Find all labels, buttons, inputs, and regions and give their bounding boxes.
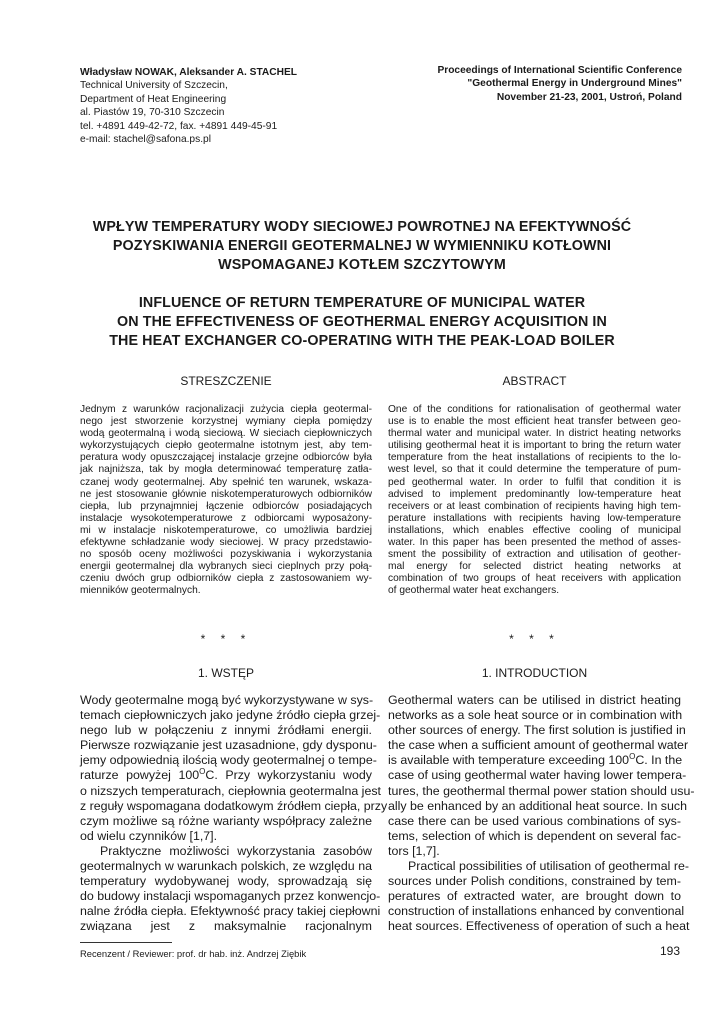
text-line: sources under Polish conditions, constrained by tem-	[388, 874, 681, 889]
text-line: the case when a sufficient amount of geothermal water	[388, 738, 689, 753]
separator-stars-right: * * *	[509, 632, 560, 646]
degree-superscript: O	[629, 752, 636, 762]
separator-stars-left: * * *	[200, 632, 252, 646]
text-line: case there can be used various combinations of sys-	[388, 813, 681, 828]
title-line: WPŁYW TEMPERATURY WODY SIECIOWEJ POWROTNEJ NA EFEKTYWNOŚĆ	[92, 219, 632, 235]
text-line: Practical possibilities of utilisation of geothermal re-	[408, 859, 689, 874]
text-line: instalacje wysokotemperaturowe z odbiorcami wyposażony-	[80, 512, 372, 524]
author-block	[80, 66, 380, 146]
text-line: ped geothermal water. In order to fulfil that condition it is	[388, 476, 681, 488]
text-line: nego jest stworzenie korzystnej wymiany ciepła pomiędzy	[80, 416, 372, 428]
streszczenie-heading: STRESZCZENIE	[180, 374, 272, 388]
text-line: temperature from the heat installations of recipients to the lo-	[388, 452, 681, 464]
streszczenie-text	[80, 404, 372, 598]
text-line: czym możliwe są różne warianty współpracy zależne	[80, 813, 372, 828]
introduction-text	[388, 693, 695, 935]
proceedings-line: November 21-23, 2001, Ustroń, Poland	[496, 91, 682, 103]
introduction-heading: 1. INTRODUCTION	[481, 666, 588, 680]
page-number: 193	[660, 944, 681, 958]
affiliation-line: Technical University of Szczecin,	[80, 80, 228, 92]
text-line: tors [1,7].	[388, 843, 440, 858]
abstract-heading: ABSTRACT	[502, 374, 567, 388]
text-line: wodą geotermalną i wodą sieciową. W sieciach ciepłowniczych	[80, 428, 372, 440]
text-line: west level, so that it could determine the temperature of pum-	[388, 464, 681, 476]
wstep-text	[80, 693, 388, 935]
affiliation-line: tel. +4891 449-42-72, fax. +4891 449-45-91	[80, 120, 278, 132]
text-line: of geothermal water heat exchangers.	[388, 585, 560, 597]
title-line: THE HEAT EXCHANGER CO-OPERATING WITH THE PEAK-LOAD BOILER	[109, 333, 615, 349]
text-line: receivers or at least combination of recipients having high tem-	[388, 500, 681, 512]
text-line: jemy odpowiednią ilością wody geotermalnej o tempe-	[80, 753, 377, 768]
text-line: geotermalnych w warunkach polskich, ze względu na	[80, 859, 372, 874]
text-line: z reguły wspomagana dodatkowym źródłem ciepła, przy	[80, 798, 388, 813]
text-line: thermal water and municipal water. In district heating networks	[388, 428, 681, 440]
text-line: jak najniższa, tak by mogła determinować temperaturę zatła-	[80, 464, 372, 476]
text-line: czanej wody geotermalnej. Aby spełnić ten warunek, wskaza-	[80, 476, 372, 488]
text-line	[80, 768, 372, 783]
text-line: One of the conditions for rationalisation of geothermal water	[388, 404, 681, 415]
proceedings-line: Proceedings of International Scientific Conference	[437, 65, 682, 76]
text-line: nalne źródła ciepła. Efektywność pracy takiej ciepłowni	[80, 904, 381, 919]
text-line: ne jest stosowanie głównie niskotemperaturowych odbiorników	[80, 488, 372, 500]
text-line: sment the possibility of extraction and utilisation of geother-	[388, 549, 681, 561]
title-line: POZYSKIWANIA ENERGII GEOTERMALNEJ W WYMIENNIKU KOTŁOWNI	[112, 238, 612, 254]
text-line: nego lub w połączeniu z innymi źródłami energii.	[80, 723, 372, 738]
text-fragment: C. Przy wykorzystaniu wody	[205, 768, 372, 783]
text-line: utilising geothermal heat it is important to bring the return water	[388, 440, 681, 452]
text-line: temperatury wydobywanej wody, sprowadzają się	[80, 874, 372, 889]
text-line: Praktyczne możliwości wykorzystania zasobów	[100, 843, 372, 858]
text-line: no sposób oceny możliwości pozyskiwania i wykorzystania	[80, 549, 372, 561]
affiliation-line: e-mail: stachel@safona.ps.pl	[80, 134, 211, 146]
text-line: combination of two groups of heat receivers with application	[388, 573, 681, 585]
text-line: installations, which enables effective cooling of municipal	[388, 524, 681, 536]
text-line: use is to enable the most efficient heat transfer between geo-	[388, 416, 681, 428]
text-line: other sources of energy. The first solution is justified in	[388, 723, 686, 738]
text-line	[388, 753, 681, 768]
text-fragment: C. In the	[635, 753, 683, 768]
title-line: INFLUENCE OF RETURN TEMPERATURE OF MUNICIPAL WATER	[138, 295, 586, 311]
title-polish	[40, 218, 684, 275]
footnote-rule	[80, 942, 172, 943]
text-line: networks as a sole heat source or in combination with	[388, 708, 683, 723]
text-line: od wielu czynników [1,7].	[80, 828, 218, 843]
affiliation-line: al. Piastów 19, 70-310 Szczecin	[80, 107, 225, 119]
text-line: ally be enhanced by an additional heat source. In such	[388, 798, 687, 813]
text-line: heat sources. Effectiveness of operation of such a heat	[388, 919, 690, 934]
text-line: efektywne schładzanie wody sieciowej. W pracy przedstawio-	[80, 537, 372, 549]
text-line: do budowy instalacji wspomaganych przez konwencjo-	[80, 889, 381, 904]
text-line: wykorzystujących ciepło geotermalne istotnym jest, aby tem-	[80, 440, 372, 452]
proceedings-line: "Geothermal Energy in Underground Mines"	[467, 78, 682, 90]
title-english	[40, 294, 684, 351]
text-line: advised to implement predominantly low-temperature heat	[388, 488, 681, 500]
text-line: mal energy for selected district heating networks at	[388, 561, 681, 573]
title-line: WSPOMAGANEJ KOTŁEM SZCZYTOWYM	[218, 257, 506, 273]
text-line: peratures of extracted water, are brought down to	[388, 889, 681, 904]
text-line: perature installations with recipients having low-temperature	[388, 512, 681, 524]
text-line: construction of installations enhanced by conventional	[388, 904, 685, 919]
text-line: water. In this paper has been presented the method of asses-	[388, 537, 681, 549]
text-line: mi w instalacje niskotemperaturowe, co umożliwia bardziej	[80, 524, 372, 536]
text-line: tures, the geothermal thermal power station should usu-	[388, 783, 695, 798]
degree-superscript: O	[199, 767, 206, 777]
text-line: temach ciepłowniczych jako jedyne źródło ciepła grzej-	[80, 708, 381, 723]
wstep-heading: 1. WSTĘP	[197, 666, 254, 680]
text-line: o nizszych temperaturach, ciepłownia geotermalna jest	[80, 783, 381, 798]
author-names: Władysław NOWAK, Aleksander A. STACHEL	[80, 67, 297, 78]
text-line: Jednym z warunków racjonalizacji zużycia ciepła geotermal-	[80, 404, 372, 415]
reviewer-footnote: Recenzent / Reviewer: prof. dr hab. inż. Andrzej Ziębik	[80, 948, 307, 959]
text-fragment: raturze powyżej 100	[80, 768, 200, 783]
text-line: mienników geotermalnych.	[80, 585, 201, 597]
text-fragment: is available with temperature exceeding 100	[388, 753, 630, 768]
abstract-text	[388, 404, 681, 598]
text-line: ciepła, lub przynajmniej łączenie odbiorców posiadających	[80, 500, 372, 512]
title-line: ON THE EFFECTIVENESS OF GEOTHERMAL ENERGY ACQUISITION IN	[117, 314, 607, 330]
text-line: Pierwsze rozwiązanie jest uzasadnione, gdy dysponu-	[80, 738, 377, 753]
text-line: energii geotermalnej dla wybranych sieci cieplnych przy połą-	[80, 561, 372, 573]
proceedings-block	[362, 64, 682, 104]
affiliation-line: Department of Heat Engineering	[80, 93, 227, 105]
text-line: case of using geothermal water having lower tempera-	[388, 768, 687, 783]
text-line: Wody geotermalne mogą być wykorzystywane w sys-	[80, 693, 374, 707]
text-line: czeniu dwóch grup odbiorników ciepła z zastosowaniem wy-	[80, 573, 372, 585]
text-line: związana jest z maksymalnie racjonalnym	[80, 919, 372, 934]
text-line: Geothermal waters can be utilised in district heating	[388, 693, 681, 707]
text-line: peratura wody opuszczającej instalacje grzejne odbiorców była	[80, 452, 372, 464]
text-line: tems, selection of which is dependent on several fac-	[388, 828, 681, 843]
